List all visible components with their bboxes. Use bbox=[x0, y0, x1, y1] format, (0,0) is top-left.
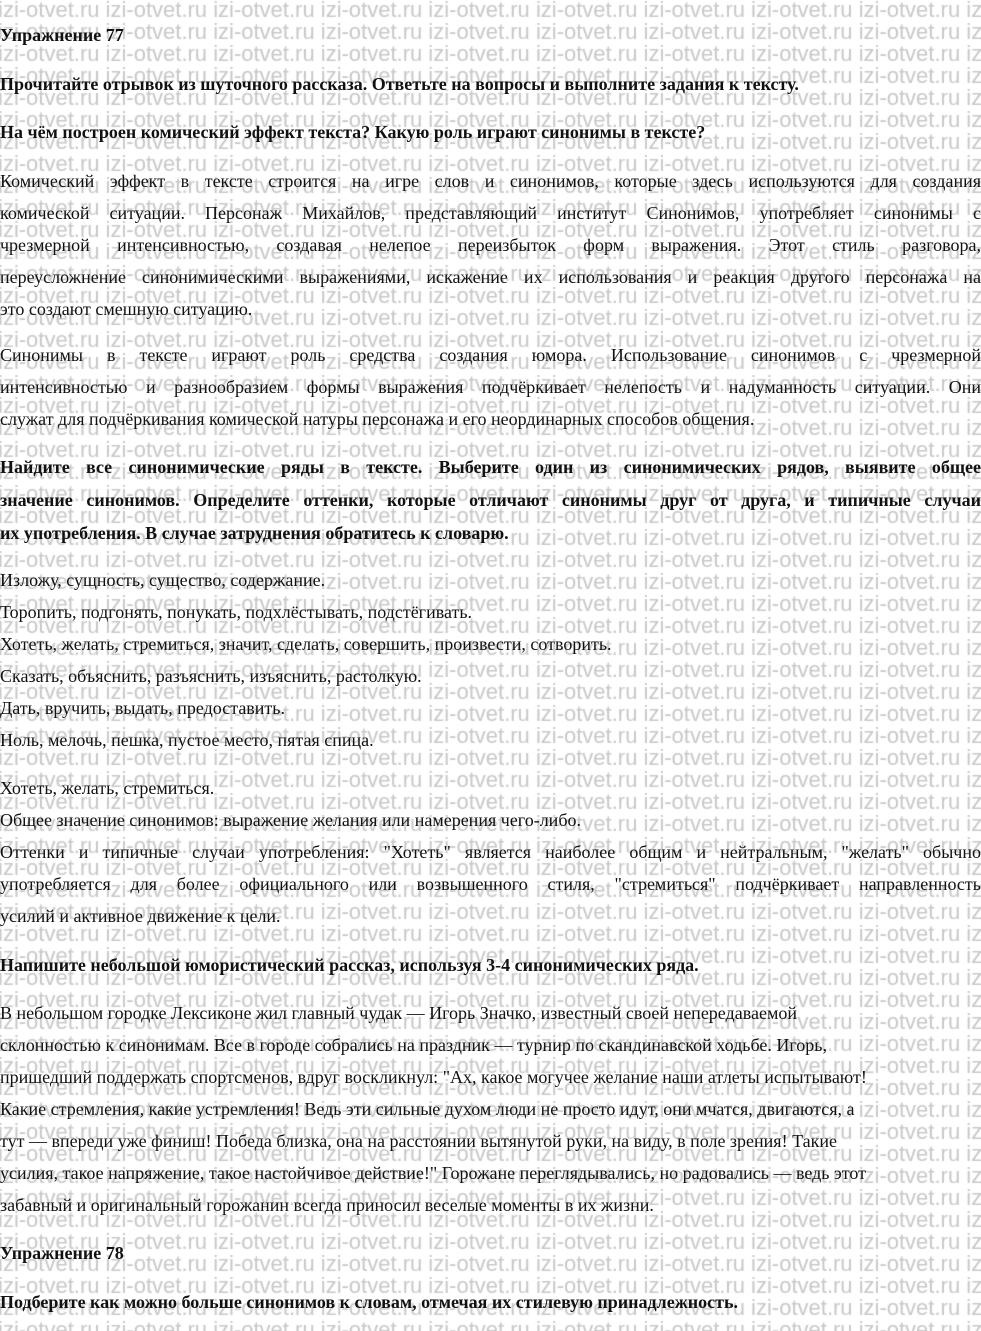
synonym-row: Торопить, подгонять, понукать, подхлёстывать, подстёгивать. bbox=[0, 602, 473, 622]
text-line: их употребления. В случае затруднения обратитесь к словарю. bbox=[0, 523, 509, 543]
story-line: тут — впереди уже финиш! Победа близка, она на расстоянии вытянутой руки, на виду, в поле зрения! Такие bbox=[0, 1131, 837, 1151]
text-line: комической ситуации. Персонаж Михайлов, представляющий институт Синонимов, употребляет синонимы с bbox=[0, 203, 981, 223]
exercise-77-title: Упражнение 77 bbox=[0, 25, 124, 45]
task-3: Напишите небольшой юмористический рассказ, используя 3-4 синонимических ряда. bbox=[0, 955, 699, 975]
text-line: чрезмерной интенсивностью, создавая нелепое переизбыток форм выражения. Этот стиль разговора, bbox=[0, 235, 981, 255]
task-2 bbox=[0, 451, 981, 550]
exercise-78-title: Упражнение 78 bbox=[0, 1243, 124, 1263]
text-line: переусложнение синонимическими выражениями, искажение их использования и реакция другого персонажа на bbox=[0, 267, 981, 287]
story-line: склонностью к синонимам. Все в городе собрались на праздник — турнир по скандинавской ходьбе. Игорь, bbox=[0, 1035, 828, 1055]
story-line: В небольшом городке Лексиконе жил главный чудак — Игорь Значко, известный своей непередаваемой bbox=[0, 1003, 797, 1023]
story-line: забавный и оригинальный горожанин всегда приносил веселые моменты в их жизни. bbox=[0, 1195, 654, 1215]
story-line: пришедший поддержать спортсменов, вдруг воскликнул: "Ах, какое могучее желание наши атлеты испытывают! bbox=[0, 1067, 867, 1087]
answer-1-paragraph-1 bbox=[0, 165, 981, 325]
synonym-row: Сказать, объяснить, разъяснить, изъяснить, растолкую. bbox=[0, 666, 422, 686]
instruction: Прочитайте отрывок из шуточного рассказа. Ответьте на вопросы и выполните задания к тексту. bbox=[0, 74, 799, 94]
chosen-row: Хотеть, желать, стремиться. bbox=[0, 778, 215, 798]
story-line: Какие стремления, какие устремления! Ведь эти сильные духом люди не просто идут, они мчатся, двигаются, а bbox=[0, 1099, 855, 1119]
story-line: усилия, такое напряжение, такое настойчивое действие!" Горожане переглядывались, но радовались — ведь этот bbox=[0, 1163, 866, 1183]
text-line: употребляется для более официального или возвышенного стиля, "стремиться" подчёркивает направленность bbox=[0, 874, 981, 894]
synonym-rows bbox=[0, 564, 981, 756]
text-line: Найдите все синонимические ряды в тексте. Выберите один из синонимических рядов, выявите общее bbox=[0, 457, 981, 477]
shades-paragraph bbox=[0, 836, 981, 932]
question-1: На чём построен комический эффект текста? Какую роль играют синонимы в тексте? bbox=[0, 122, 706, 142]
common-meaning: Общее значение синонимов: выражение желания или намерения чего-либо. bbox=[0, 810, 581, 830]
story bbox=[0, 997, 981, 1221]
text-line: Комический эффект в тексте строится на игре слов и синонимов, которые здесь используются для создания bbox=[0, 171, 981, 191]
synonym-row: Изложу, сущность, существо, содержание. bbox=[0, 570, 326, 590]
synonym-row: Хотеть, желать, стремиться, значит, сделать, совершить, произвести, сотворить. bbox=[0, 634, 612, 654]
answer-1-paragraph-2 bbox=[0, 339, 981, 435]
text-line: Оттенки и типичные случаи употребления: "Хотеть" является наиболее общим и нейтральным, "желать" обычно bbox=[0, 842, 981, 862]
text-line: интенсивностью и разнообразием формы выражения подчёркивает нелепость и надуманность ситуации. Они bbox=[0, 377, 981, 397]
text-line: значение синонимов. Определите оттенки, которые отличают синонимы друг от друга, и типичные случаи bbox=[0, 490, 981, 510]
text-line: служат для подчёркивания комической натуры персонажа и его неординарных способов общения. bbox=[0, 409, 755, 429]
synonym-row: Дать, вручить, выдать, предоставить. bbox=[0, 698, 286, 718]
text-line: Синонимы в тексте играют роль средства создания юмора. Использование синонимов с чрезмерной bbox=[0, 345, 981, 365]
exercise-78-instruction: Подберите как можно больше синонимов к словам, отмечая их стилевую принадлежность. bbox=[0, 1292, 739, 1312]
synonym-row: Ноль, мелочь, пешка, пустое место, пятая спица. bbox=[0, 730, 374, 750]
text-line: это создают смешную ситуацию. bbox=[0, 299, 253, 319]
text-line: усилий и активное движение к цели. bbox=[0, 906, 281, 926]
